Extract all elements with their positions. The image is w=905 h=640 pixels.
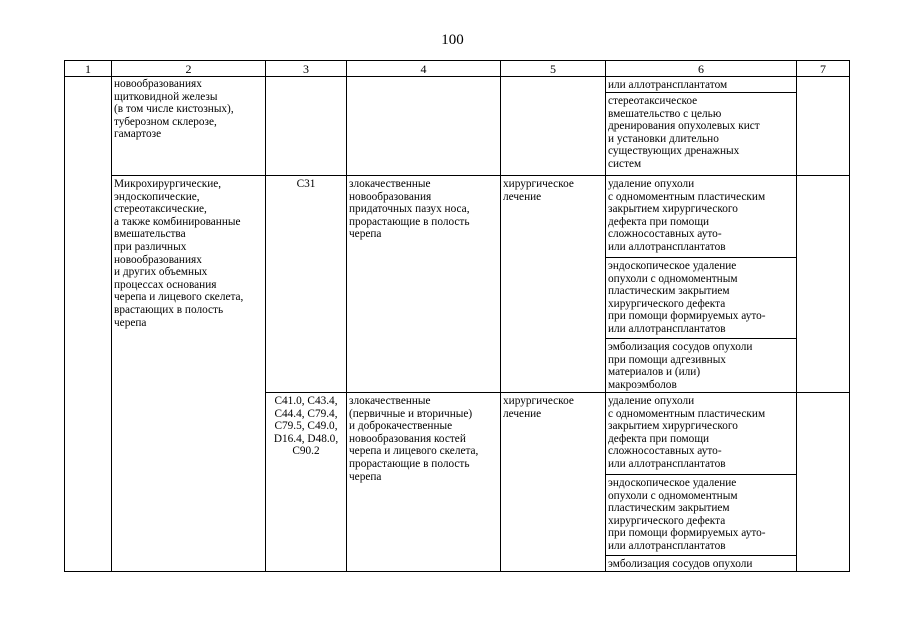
column-divider — [796, 61, 797, 571]
table-cell-method: или аллотрансплантатом — [608, 79, 728, 91]
column-divider — [346, 61, 347, 571]
table-cell-diagnosis: злокачественные (первичные и вторичные) и доброкачественные новообразования костей черепа и лицевого скелета, прорастающие в полость черепа — [349, 395, 479, 483]
document-table — [64, 60, 850, 572]
table-cell-method: эндоскопическое удаление опухоли с одномоментным пластическим закрытием хирургического дефекта при помощи формируемых ауто- или аллотрансплантатов — [608, 477, 766, 552]
table-cell-method: эндоскопическое удаление опухоли с одномоментным пластическим закрытием хирургического дефекта при помощи формируемых ауто- или аллотрансплантатов — [608, 260, 766, 335]
row-divider — [265, 392, 849, 393]
column-divider — [265, 61, 266, 571]
column-header: 5 — [550, 62, 556, 76]
table-cell-method: эмболизация сосудов опухоли — [608, 558, 753, 570]
column-header: 7 — [820, 62, 826, 76]
column-divider — [605, 61, 606, 571]
table-cell-diagnosis: злокачественные новообразования придаточных пазух носа, прорастающие в полость черепа — [349, 178, 470, 241]
table-cell-method: удаление опухоли с одномоментным пластическим закрытием хирургического дефекта при помощи сложносоставных ауто- или аллотрансплантатов — [608, 178, 766, 253]
row-divider — [605, 555, 796, 556]
row-divider — [605, 338, 796, 339]
row-divider — [111, 175, 849, 176]
column-header: 4 — [420, 62, 427, 76]
column-header: 3 — [303, 62, 309, 76]
column-header: 6 — [698, 62, 704, 76]
table-cell-method: стереотаксическое вмешательство с целью дренирования опухолевых кист и установки длительно существующих дренажных систем — [608, 95, 760, 170]
column-header: 1 — [85, 62, 91, 76]
column-header: 2 — [185, 62, 192, 76]
row-divider — [605, 474, 796, 475]
column-divider — [500, 61, 501, 571]
table-cell-method: эмболизация сосудов опухоли при помощи адгезивных материалов и (или) макроэмболов — [608, 341, 753, 391]
page-number: 100 — [441, 32, 464, 48]
table-cell-icd-codes: C41.0, C43.4, C44.4, C79.4, C79.5, C49.0, D16.4, D48.0, C90.2 — [273, 395, 339, 458]
table-cell-treatment-type: хирургическое лечение — [503, 395, 574, 420]
table-cell-icd-codes: C31 — [296, 178, 316, 190]
row-divider — [605, 92, 796, 93]
table-cell-treatment-type: хирургическое лечение — [503, 178, 574, 203]
column-divider — [111, 61, 112, 571]
table-cell-diagnosis-continuation: новообразованиях щитковидной железы (в том числе кистозных), туберозном склерозе, гамартозе — [114, 78, 234, 141]
table-cell-method: удаление опухоли с одномоментным пластическим закрытием хирургического дефекта при помощи сложносоставных ауто- или аллотрансплантатов — [608, 395, 766, 470]
table-cell-intervention-type: Микрохирургические, эндоскопические, стереотаксические, а также комбинированные вмешательства при различных новообразованиях и других объемных процессах основания черепа и лицевого скелета, врастающих в полость черепа — [114, 178, 244, 329]
row-divider — [605, 257, 796, 258]
